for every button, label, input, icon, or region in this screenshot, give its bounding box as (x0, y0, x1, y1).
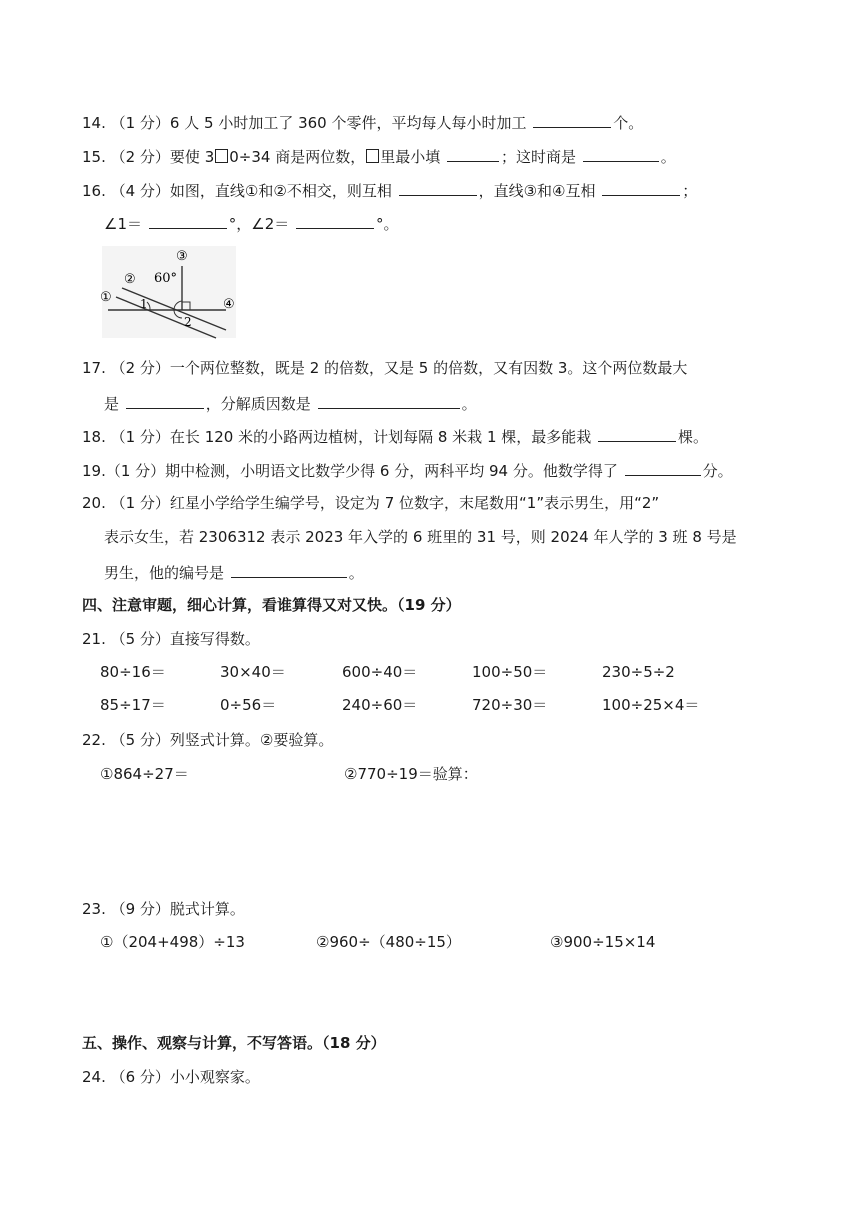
q21-r2-c1: 85÷17＝ (100, 696, 166, 714)
q23-item-1: ①（204+498）÷13 (100, 933, 245, 951)
q14-unit: 个。 (613, 114, 644, 132)
q21-r1-c3: 600÷40＝ (342, 663, 418, 681)
figure-background (102, 246, 236, 338)
q16-blank-1[interactable] (399, 179, 477, 196)
section-4-heading: 四、注意审题，细心计算，看谁算得又对又快。（19 分） (82, 596, 461, 614)
q15-text-1: 15. （2 分）要使 3 (82, 148, 215, 166)
question-21-title: 21. （5 分）直接写得数。 (82, 630, 260, 648)
label-line-2: ② (124, 272, 136, 287)
q15-text-3: 里最小填 (380, 148, 445, 166)
label-line-4: ④ (223, 297, 235, 312)
label-line-1: ① (100, 290, 112, 305)
q16-text-3: ； (682, 182, 698, 200)
question-20-line3 (104, 561, 364, 583)
q21-r1-c1: 80÷16＝ (100, 663, 166, 681)
q19-blank[interactable] (625, 459, 701, 476)
question-20 (82, 493, 659, 513)
q21-r1-c4: 100÷50＝ (472, 663, 548, 681)
question-14 (82, 111, 643, 133)
section-5-heading: 五、操作、观察与计算，不写答语。（18 分） (82, 1034, 386, 1052)
box-digit-icon (366, 149, 379, 163)
q16-text-5: °，∠2＝ (228, 215, 295, 233)
q15-text-5: 。 (660, 148, 676, 166)
question-17 (82, 358, 687, 378)
question-18 (82, 425, 708, 447)
q18-blank[interactable] (598, 425, 676, 442)
q17-blank-1[interactable] (126, 392, 204, 409)
q18-text-2: 棵。 (678, 428, 709, 446)
q14-text: 14. （1 分）6 人 5 小时加工了 360 个零件，平均每人每小时加工 (82, 114, 532, 132)
q21-r2-c5: 100÷25×4＝ (602, 696, 700, 714)
question-19 (82, 459, 733, 481)
q21-r1-c2: 30×40＝ (220, 663, 286, 681)
q16-blank-3[interactable] (149, 212, 227, 229)
q21-r1-c5: 230÷5÷2 (602, 663, 675, 681)
label-60-degrees: 60° (154, 271, 178, 286)
lines-angle-figure (98, 242, 240, 342)
question-16-line2 (104, 212, 399, 234)
q22-item-2: ②770÷19＝验算： (344, 765, 478, 783)
question-22-title: 22. （5 分）列竖式计算。②要验算。 (82, 731, 334, 749)
q15-text-4: ；这时商是 (501, 148, 581, 166)
q23-item-3: ③900÷15×14 (550, 933, 656, 951)
q21-r2-c2: 0÷56＝ (220, 696, 277, 714)
box-digit-icon (215, 149, 228, 163)
q15-text-2: 0÷34 商是两位数， (229, 148, 366, 166)
question-20-line2 (104, 527, 737, 547)
q15-blank-1[interactable] (447, 145, 499, 162)
q17-text-1: 17. （2 分）一个两位整数，既是 2 的倍数，又是 5 的倍数，又有因数 3。这个两位数最大 (82, 359, 688, 377)
q15-blank-2[interactable] (583, 145, 659, 162)
question-17-line2 (104, 392, 477, 414)
q20-text-4: 。 (348, 564, 364, 582)
q20-text-3: 男生，他的编号是 (104, 564, 229, 582)
q19-text-1: 19.（1 分）期中检测，小明语文比数学少得 6 分，两科平均 94 分。他数学得了 (82, 462, 623, 480)
label-angle-1: 1 (140, 297, 148, 311)
q21-r2-c4: 720÷30＝ (472, 696, 548, 714)
question-15 (82, 145, 676, 167)
label-line-3: ③ (176, 249, 188, 264)
q16-text-6: °。 (376, 215, 399, 233)
q17-blank-2[interactable] (318, 392, 460, 409)
q17-text-3: ，分解质因数是 (205, 395, 316, 413)
q22-item-1: ①864÷27＝ (100, 765, 189, 783)
q16-text-4: ∠1＝ (104, 215, 147, 233)
q20-blank[interactable] (231, 561, 347, 578)
q14-answer-blank[interactable] (533, 111, 611, 128)
q17-text-2: 是 (104, 395, 124, 413)
q16-blank-4[interactable] (296, 212, 374, 229)
q18-text-1: 18. （1 分）在长 120 米的小路两边植树，计划每隔 8 米栽 1 棵，最多能栽 (82, 428, 597, 446)
q16-text-2: ，直线③和④互相 (478, 182, 601, 200)
q23-item-2: ②960÷（480÷15） (316, 933, 461, 951)
question-23-title: 23. （9 分）脱式计算。 (82, 900, 245, 918)
q19-text-2: 分。 (702, 462, 733, 480)
question-16 (82, 179, 697, 201)
q20-text-1: 20. （1 分）红星小学给学生编学号，设定为 7 位数字，末尾数用“1”表示男生，用“2” (82, 494, 660, 512)
q16-text-1: 16. （4 分）如图，直线①和②不相交，则互相 (82, 182, 397, 200)
q16-blank-2[interactable] (602, 179, 680, 196)
q21-r2-c3: 240÷60＝ (342, 696, 418, 714)
q20-text-2: 表示女生，若 2306312 表示 2023 年入学的 6 班里的 31 号，则 2024 年人学的 3 班 8 号是 (104, 528, 737, 546)
q17-text-4: 。 (461, 395, 477, 413)
question-24-title: 24. （6 分）小小观察家。 (82, 1068, 260, 1086)
label-angle-2: 2 (184, 315, 192, 329)
